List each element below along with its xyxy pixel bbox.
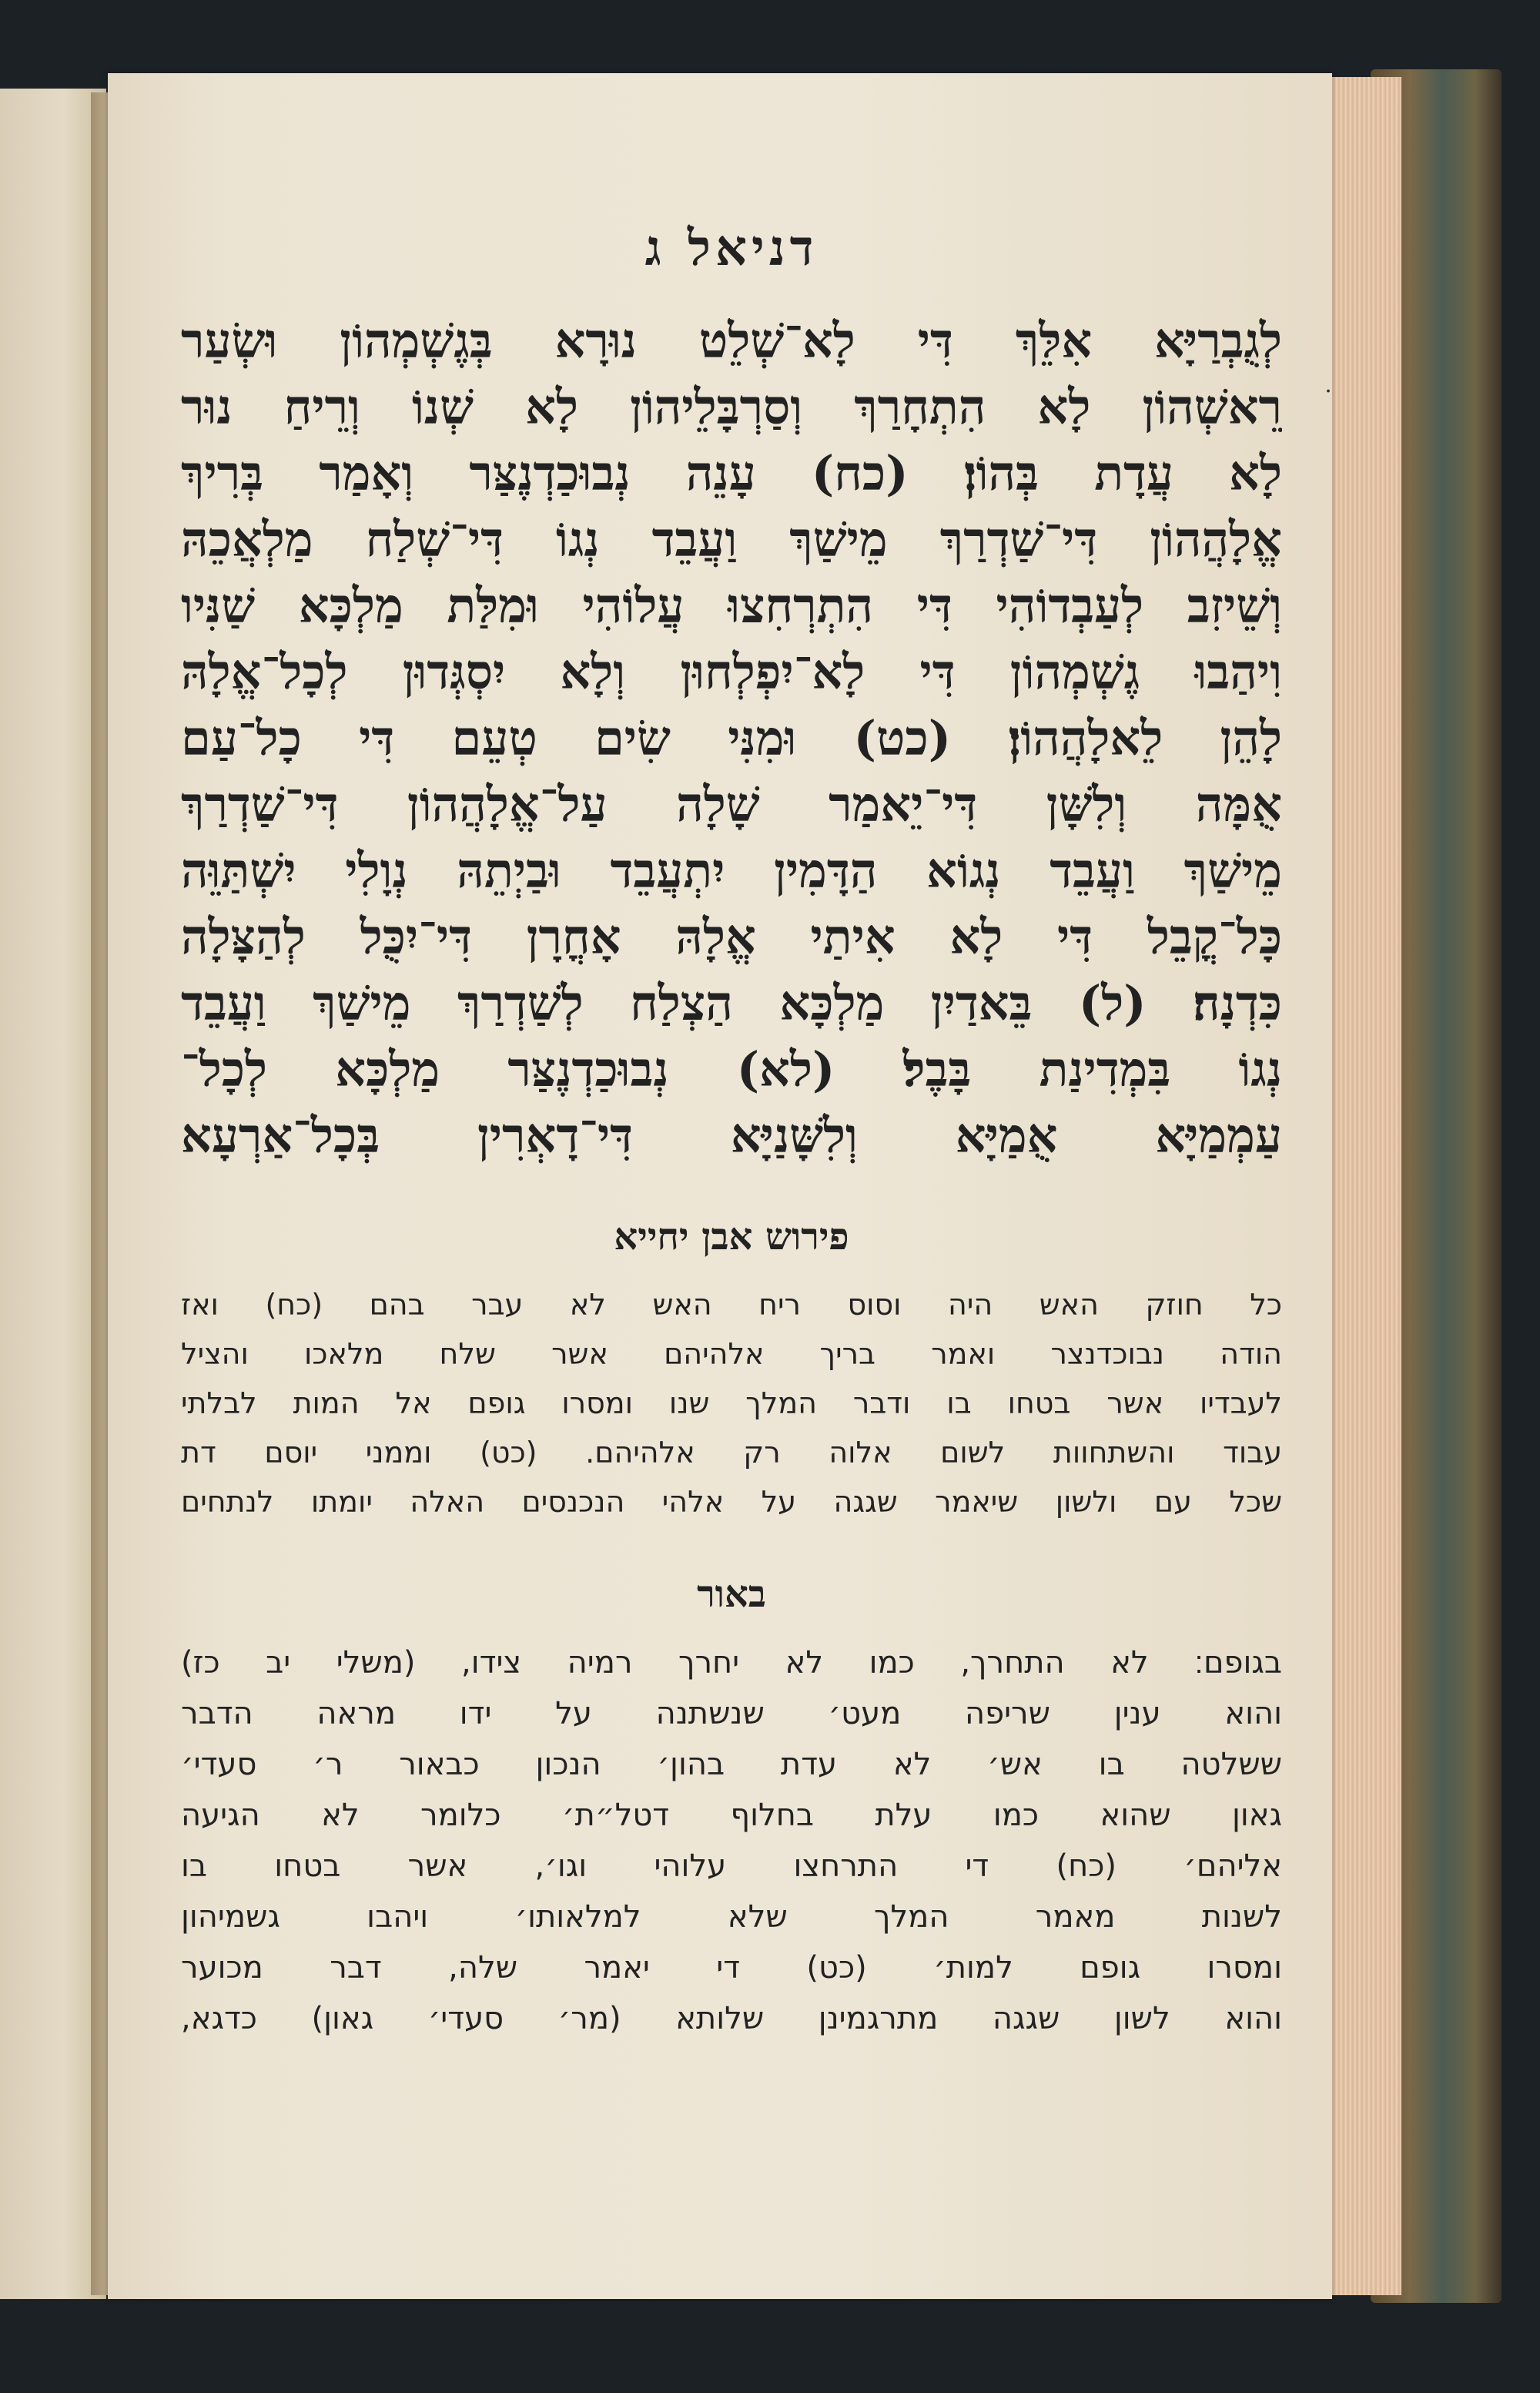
main-text-line: וְשֵׁיזִב לְעַבְדוֹהִי דִּי הִתְרְחִצוּ עֲלוֹהִי וּמִלַּת מַלְכָּא שַׁנִּיו bbox=[181, 578, 1282, 634]
biur-title: באור bbox=[697, 1573, 766, 1616]
right-page bbox=[108, 73, 1332, 2299]
commentary-line: עבוד והשתחוות לשום אלוה רק אלהיהם. (כט) וממני יוסם דת bbox=[181, 1436, 1282, 1470]
main-text-line: רֵאשְׁהוֹן לָא הִתְחָרַךְ וְסַרְבָּלֵיהוֹן לָא שְׁנוֹ וְרֵיחַ נוּר bbox=[181, 379, 1282, 435]
main-text-line: כָּל־קֳבֵל דִּי לָא אִיתַי אֱלָהּ אָחֳרָן דִּי־יִכֻּל לְהַצָּלָה bbox=[181, 909, 1282, 965]
biur-line: גאון שהוא כמו עלת בחלוף דטל״ת׳ כלומר לא הגיעה bbox=[181, 1798, 1282, 1833]
biur-line: אליהם׳ (כח) די התרחצו עלוהי וגו׳, אשר בטחו בו bbox=[181, 1848, 1282, 1884]
commentary-line: שכל עם ולשון שיאמר שגגה על אלהי הנכנסים האלה יומתו לנתחים bbox=[181, 1485, 1282, 1519]
commentary-text bbox=[181, 1280, 1282, 1527]
commentary-line: הודה נבוכדנצר ואמר בריך אלהיהם אשר שלח מלאכו והציל bbox=[181, 1337, 1282, 1371]
main-text bbox=[181, 308, 1282, 1169]
biur-line: בגופם׃ לא התחרך, כמו לא יחרך רמיה צידו, (משלי יב כז) bbox=[181, 1645, 1282, 1681]
main-text-line: לָהֵן לֵאלָהֲהוֹן׃ (כט) וּמִנִּי שִׂים טְעֵם דִּי כָל־עַם bbox=[181, 710, 1282, 766]
main-text-line: נְגוֹ בִּמְדִינַת בָּבֶל׃ (לא) נְבוּכַדְנֶצַּר מַלְכָּא לְכָל־ bbox=[181, 1041, 1282, 1098]
main-text-line: כִּדְנָה׃ (ל) בֵּאדַיִן מַלְכָּא הַצְלַח לְשַׁדְרַךְ מֵישַׁךְ וַעֲבֵד bbox=[181, 975, 1282, 1031]
running-head: דניאל ג bbox=[644, 220, 819, 277]
commentary-title: פירוש אבן יחייא bbox=[614, 1215, 849, 1259]
main-text-line: מֵישַׁךְ וַעֲבֵד נְגוֹא הַדָּמִין יִתְעֲבֵד וּבַיְתֵהּ נְוָלִי יִשְׁתַּוֵּה bbox=[181, 843, 1282, 899]
biur-text bbox=[181, 1637, 1282, 2044]
commentary-line: כל חוזק האש היה וסוס ריח האש לא עבר בהם (כח) ואז bbox=[181, 1288, 1282, 1322]
main-text-line: אֻמָּה וְלִשָּׁן דִּי־יֵאמַר שָׁלָה עַל־אֱלָהֲהוֹן דִּי־שַׁדְרַךְ bbox=[181, 776, 1282, 833]
biur-line: והוא לשון שגגה מתרגמינן שלותא (מר׳ סעדי׳ גאון) כדגא, bbox=[181, 2001, 1282, 2036]
biur-line: לשנות מאמר המלך שלא למלאותו׳ ויהבו גשמיהון bbox=[181, 1899, 1282, 1935]
commentary-line: לעבדיו אשר בטחו בו ודבר המלך שנו ומסרו גופם אל המות לבלתי bbox=[181, 1386, 1282, 1420]
main-text-line: עַמְמַיָּא אֻמַיָּא וְלִשָּׁנַיָּא דִּי־דָאְרִין בְּכָל־אַרְעָא bbox=[181, 1108, 1282, 1164]
biur-line: והוא ענין שריפה מעט׳ שנשתנה על ידו מראה הדבר bbox=[181, 1696, 1282, 1731]
main-text-line: לְגֻבְרַיָּא אִלֵּךְ דִּי לָא־שְׁלֵט נוּרָא בְּגֶשְׁמְהוֹן וּשְׂעַר bbox=[181, 313, 1282, 369]
main-text-line: לָא עֲדָת בְּהוֹן׃ (כח) עָנֵה נְבוּכַדְנֶצַּר וְאָמַר בְּרִיךְ bbox=[181, 445, 1282, 501]
biur-line: ששלטה בו אש׳ לא עדת בהון׳ הנכון כבאור ר׳ סעדי׳ bbox=[181, 1747, 1282, 1782]
main-text-line: וִיהַבוּ גֶשְׁמְהוֹן דִּי לָא־יִפְלְחוּן וְלָא יִסְגְּדוּן לְכָל־אֱלָהּ bbox=[181, 644, 1282, 700]
biur-line: ומסרו גופם למות׳ (כט) די יאמר שלה, דבר מכוער bbox=[181, 1950, 1282, 1986]
main-text-line: אֱלָהֲהוֹן דִּי־שַׁדְרַךְ מֵישַׁךְ וַעֲבֵד נְגוֹ דִּי־שְׁלַח מַלְאֲכֵהּ bbox=[181, 511, 1282, 568]
page-content bbox=[181, 220, 1282, 2044]
